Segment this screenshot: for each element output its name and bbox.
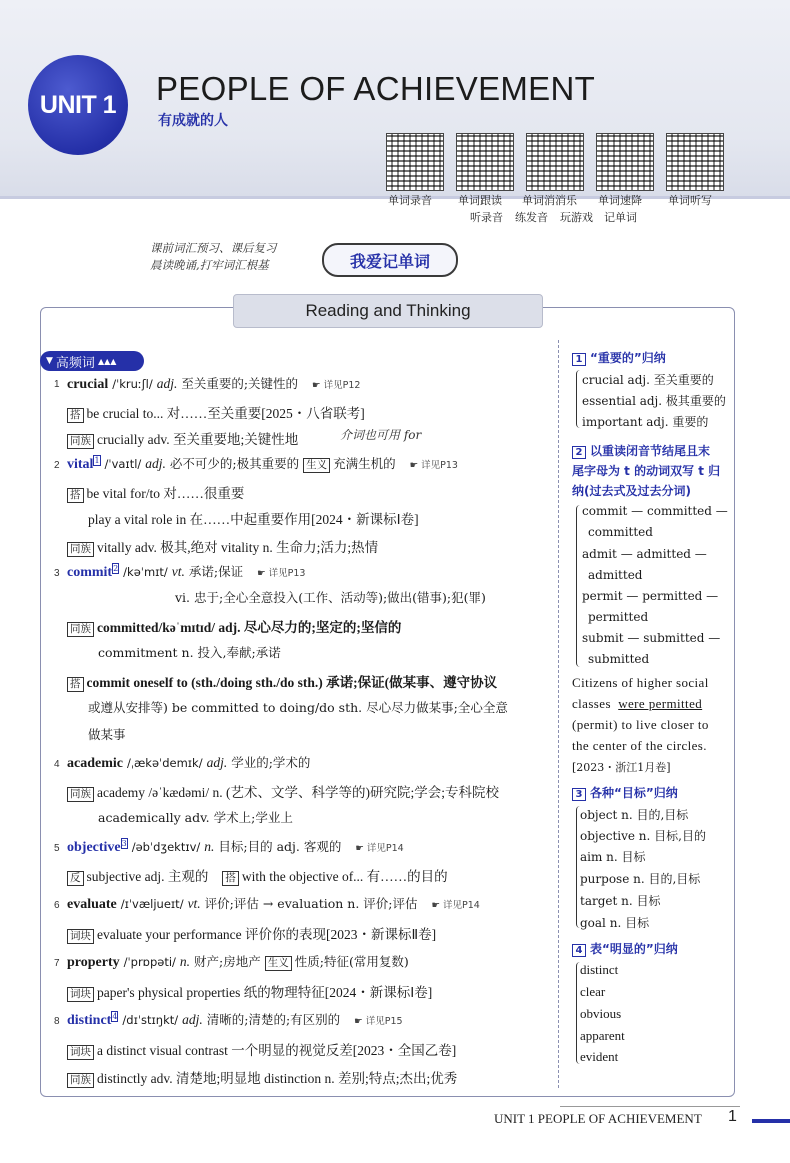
example-line: Citizens of higher social xyxy=(572,675,709,690)
phrase-line xyxy=(67,402,365,423)
qr-label: 单词跟读 xyxy=(458,194,502,207)
entry-crucial xyxy=(67,374,360,393)
reference: ☛ 详见P14 xyxy=(355,843,404,854)
qr-label: 单词听写 xyxy=(668,194,712,207)
qr-label: 单词速降 xyxy=(598,194,642,207)
entry-evaluate xyxy=(67,894,480,913)
footnote-marker: 1 xyxy=(94,455,100,465)
qr-code-follow-read[interactable] xyxy=(456,133,516,191)
headword: commit xyxy=(67,565,113,580)
qr-icon xyxy=(456,133,514,191)
side-item: committed xyxy=(588,525,653,539)
page-number: 1 xyxy=(728,1108,737,1125)
qr-label: 单词录音 xyxy=(388,194,432,207)
tag: 搭 xyxy=(67,677,84,692)
brace xyxy=(576,806,583,928)
side-number: 1 xyxy=(572,353,586,366)
phonetic: /kəˈmɪt/ xyxy=(123,565,168,579)
collocation-line xyxy=(67,981,432,1002)
phrase-line: 或遵从安排等) be committed to doing/do sth. 尽心尽力做某事;全心全意 xyxy=(88,700,508,715)
side-item: essential adj. 极其重要的 xyxy=(582,394,726,408)
phonetic: /əbˈdʒektɪv/ xyxy=(131,840,201,854)
phonetic: /ˈprɒpəti/ xyxy=(123,955,176,969)
side-divider xyxy=(558,340,559,1088)
entry-academic xyxy=(67,753,310,772)
handwritten-note: 介词也可用 for xyxy=(340,428,422,442)
qr-sublabel: 练发音 xyxy=(515,211,548,224)
side-item: object n. 目的,目标 xyxy=(580,808,689,822)
phonetic: /ɪˈvæljueɪt/ xyxy=(120,897,184,911)
tag: 词块 xyxy=(67,929,94,944)
side-heading-line: 纳(过去式及过去分词) xyxy=(572,484,691,498)
example-source: [2023・浙江1月卷] xyxy=(572,761,671,774)
high-frequency-label: 高频词 xyxy=(55,355,95,371)
side-heading-line: 尾字母为 t 的动词双写 t 归 xyxy=(572,464,721,478)
collocation-line xyxy=(67,923,436,944)
tag: 同族 xyxy=(67,622,94,637)
example-line: classes were permitted xyxy=(572,696,703,711)
phrase-line: 做某事 xyxy=(88,727,126,742)
qr-sublabel: 听录音 xyxy=(470,211,503,224)
definition: 必不可少的;极其重要的 xyxy=(169,456,300,471)
qr-icon xyxy=(596,133,654,191)
qr-code-match-game[interactable] xyxy=(526,133,586,191)
tag: 同族 xyxy=(67,542,94,557)
unit-badge: UNIT 1 xyxy=(28,55,128,155)
side-number: 4 xyxy=(572,944,586,957)
collocation: a distinct visual contrast 一个明显的视觉反差[2023・全国乙卷] xyxy=(97,1043,457,1058)
tag: 同族 xyxy=(67,1073,94,1088)
entry-number: 4 xyxy=(54,759,60,770)
phrase: commit oneself to (sth./doing sth./do sth.) 承诺;保证(做某事、遵守协议 xyxy=(86,675,498,690)
side-item: admit — admitted — xyxy=(582,547,707,561)
side-item: purpose n. 目的,目标 xyxy=(580,872,701,886)
example-line: (permit) to live closer to xyxy=(572,717,709,732)
page-subtitle: 有成就的人 xyxy=(158,113,228,129)
tag: 搭 xyxy=(222,871,239,886)
derivative-line xyxy=(67,781,499,802)
entry-number: 3 xyxy=(54,568,60,579)
definition: 学业的;学术的 xyxy=(231,755,311,770)
side-heading: 3 各种“目标”归纳 xyxy=(572,784,678,801)
qr-code-dictation[interactable] xyxy=(666,133,726,191)
part-of-speech: vt. xyxy=(187,896,201,911)
entry-number: 8 xyxy=(54,1016,60,1027)
sense: 充满生机的 xyxy=(333,456,396,471)
definition: 清晰的;清楚的;有区别的 xyxy=(206,1012,341,1027)
qr-label: 单词消消乐 xyxy=(522,194,577,207)
derivative: vitally adv. 极其,绝对 vitality n. 生命力;活力;热情 xyxy=(97,540,379,555)
derivative-line xyxy=(67,616,401,637)
headword: academic xyxy=(67,756,123,771)
tag: 搭 xyxy=(67,408,84,423)
side-item: submitted xyxy=(588,652,650,666)
side-item: permitted xyxy=(588,610,649,624)
qr-icon xyxy=(526,133,584,191)
qr-code-recording[interactable] xyxy=(386,133,446,191)
derivative: distinctly adv. 清楚地;明显地 distinction n. 差别;特点;杰出;优秀 xyxy=(97,1071,458,1086)
derivative-line xyxy=(67,536,378,557)
headword: distinct xyxy=(67,1013,112,1028)
definition: 评价;评估 → evaluation n. 评价;评估 xyxy=(204,896,418,911)
side-item: clear xyxy=(580,984,606,999)
section-banner: Reading and Thinking xyxy=(233,294,543,328)
derivative-line: academically adv. 学术上;学业上 xyxy=(98,810,293,825)
tag: 反 xyxy=(67,871,84,886)
side-item: aim n. 目标 xyxy=(580,850,646,864)
part-of-speech: adj. xyxy=(206,755,228,770)
headword: vital xyxy=(67,457,94,472)
tag: 同族 xyxy=(67,434,94,449)
tag: 同族 xyxy=(67,787,94,802)
antonym-line xyxy=(67,865,448,886)
phrase-line xyxy=(88,508,419,528)
tag: 词块 xyxy=(67,1045,94,1060)
triangle-icons: ▲▲▲ xyxy=(97,356,117,366)
part-of-speech: adj. xyxy=(156,376,178,391)
entry-number: 1 xyxy=(54,379,60,390)
side-item: important adj. 重要的 xyxy=(582,415,709,429)
footer-accent-bar xyxy=(752,1119,790,1123)
love-words-badge: 我爱记单词 xyxy=(322,243,458,277)
reference: ☛ 详见P13 xyxy=(257,568,306,579)
side-item: apparent xyxy=(580,1028,625,1043)
definition-line: vi. 忠于;全心全意投入(工作、活动等);做出(错事);犯(罪) xyxy=(175,590,486,605)
phrase-line xyxy=(67,482,244,503)
high-frequency-badge xyxy=(40,351,144,371)
phrase: with the objective of... 有……的目的 xyxy=(241,869,448,884)
sense: 性质;特征(常用复数) xyxy=(294,954,409,969)
side-item: commit — committed — xyxy=(582,504,728,518)
derivative: committed/kəˈmɪtɪd/ adj. 尽心尽力的;坚定的;坚信的 xyxy=(97,620,402,635)
phonetic: /dɪˈstɪŋkt/ xyxy=(122,1013,179,1027)
phonetic: /ˌækəˈdemɪk/ xyxy=(126,756,203,770)
headword: property xyxy=(67,955,120,970)
qr-code-word-drop[interactable] xyxy=(596,133,656,191)
slogan xyxy=(150,240,277,274)
entry-commit xyxy=(67,562,305,581)
reference: ☛ 详见P13 xyxy=(409,460,458,471)
side-number: 3 xyxy=(572,788,586,801)
collocation-line xyxy=(67,1039,456,1060)
phrase-line xyxy=(67,671,497,692)
entry-number: 6 xyxy=(54,900,60,911)
footnote-marker: 2 xyxy=(113,563,119,573)
example-answer: were permitted xyxy=(618,696,703,711)
tag: 生义 xyxy=(303,458,330,473)
part-of-speech: adj. xyxy=(182,1012,203,1027)
phonetic: /ˈkruːʃl/ xyxy=(112,377,153,391)
phrase: play a vital role in 在……中起重要作用[2024・新课标Ⅰ卷] xyxy=(88,512,419,527)
collocation: paper's physical properties 纸的物理特征[2024・新课标Ⅰ卷] xyxy=(97,985,433,1000)
headword: evaluate xyxy=(67,897,117,912)
part-of-speech: vt. xyxy=(171,564,185,579)
phrase: be crucial to... 对……至关重要[2025・八省联考] xyxy=(86,406,365,421)
tag: 词块 xyxy=(67,987,94,1002)
reference: ☛ 详见P12 xyxy=(312,380,361,391)
derivative: crucially adv. 至关重要地;关键性地 xyxy=(97,432,299,447)
footnote-marker: 3 xyxy=(121,838,127,848)
side-item: admitted xyxy=(588,568,643,582)
derivative: academy /əˈkædəmi/ n. (艺术、文学、科学等的)研究院;学会;专科院校 xyxy=(97,785,499,800)
qr-icon xyxy=(666,133,724,191)
footnote-marker: 4 xyxy=(112,1011,118,1021)
phrase: be vital for/to 对……很重要 xyxy=(86,486,245,501)
side-heading: 2 以重读闭音节结尾且末 xyxy=(572,442,710,459)
entry-number: 5 xyxy=(54,843,60,854)
entry-property xyxy=(67,952,409,971)
entry-objective xyxy=(67,837,404,856)
side-item: objective n. 目标,目的 xyxy=(580,829,706,843)
side-number: 2 xyxy=(572,446,586,459)
part-of-speech: n. xyxy=(179,954,191,969)
definition: 承诺;保证 xyxy=(188,564,244,579)
antonym: subjective adj. 主观的 xyxy=(86,869,209,884)
footer-unit-label: UNIT 1 PEOPLE OF ACHIEVEMENT xyxy=(494,1111,702,1126)
chevron-down-icon: ▼ xyxy=(46,356,53,366)
headword: objective xyxy=(67,840,121,855)
part-of-speech: adj. xyxy=(145,456,166,471)
page-title: PEOPLE OF ACHIEVEMENT xyxy=(156,70,596,107)
collocation: evaluate your performance 评价你的表现[2023・新课标Ⅱ卷] xyxy=(97,927,437,942)
qr-sublabel: 记单词 xyxy=(604,211,637,224)
derivative-line xyxy=(67,428,298,449)
side-item: obvious xyxy=(580,1006,622,1021)
side-item: submit — submitted — xyxy=(582,631,721,645)
slogan-line: 课前词汇预习、课后复习 xyxy=(150,241,277,255)
side-item: evident xyxy=(580,1049,619,1064)
side-item: distinct xyxy=(580,962,619,977)
side-heading: 1 “重要的”归纳 xyxy=(572,349,666,366)
footer-divider xyxy=(560,1106,740,1107)
definition: 至关重要的;关键性的 xyxy=(181,376,299,391)
entry-vital xyxy=(67,454,458,473)
side-item: target n. 目标 xyxy=(580,894,661,908)
example-line: the center of the circles. xyxy=(572,738,707,753)
definition: 财产;房地产 xyxy=(194,954,261,969)
phonetic: /ˈvaɪtl/ xyxy=(104,457,142,471)
entry-distinct xyxy=(67,1010,403,1029)
entry-number: 2 xyxy=(54,460,60,471)
definition: 目标;目的 adj. 客观的 xyxy=(218,839,342,854)
qr-sublabel: 玩游戏 xyxy=(560,211,593,224)
entry-number: 7 xyxy=(54,958,60,969)
part-of-speech: n. xyxy=(204,839,215,854)
headword: crucial xyxy=(67,377,109,392)
derivative-line: commitment n. 投入,奉献;承诺 xyxy=(98,645,281,660)
tag: 搭 xyxy=(67,488,84,503)
slogan-line: 晨读晚诵,打牢词汇根基 xyxy=(150,258,269,272)
side-item: goal n. 目标 xyxy=(580,916,650,930)
side-item: permit — permitted — xyxy=(582,589,719,603)
reference: ☛ 详见P14 xyxy=(431,900,480,911)
tag: 生义 xyxy=(265,956,292,971)
side-heading: 4 表“明显的”归纳 xyxy=(572,940,678,957)
derivative-line xyxy=(67,1067,457,1088)
side-item: crucial adj. 至关重要的 xyxy=(582,373,714,387)
qr-icon xyxy=(386,133,444,191)
reference: ☛ 详见P15 xyxy=(354,1016,403,1027)
